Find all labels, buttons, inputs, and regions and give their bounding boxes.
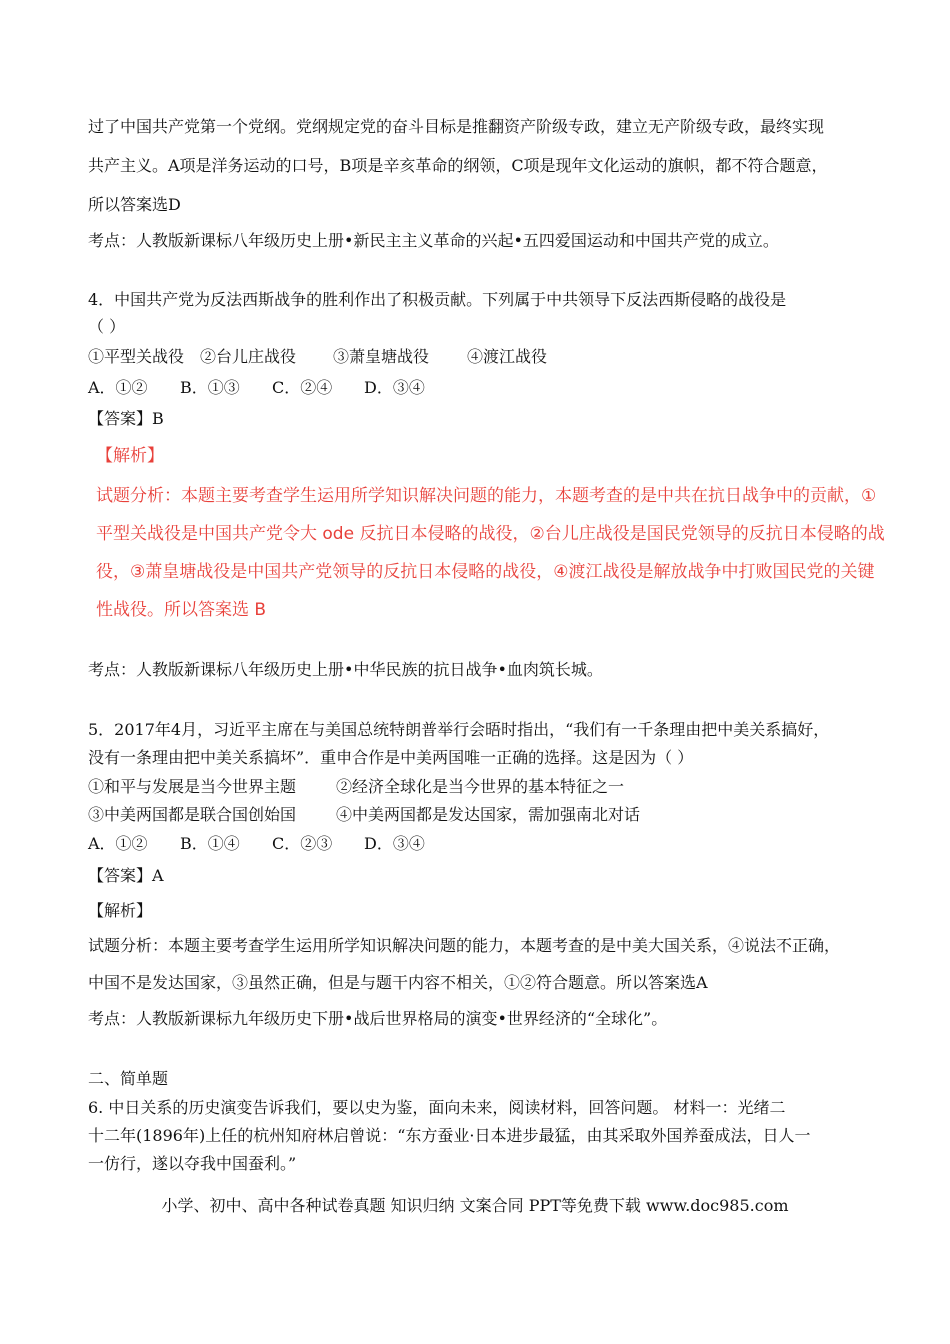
q5-analysis-line-2: 中国不是发达国家，③虽然正确，但是与题干内容不相关，①②符合题意。所以答案选A — [88, 973, 708, 992]
q4-paren: （ ） — [88, 317, 126, 336]
q6-line-3: 一仿行，遂以夺我中国蚕利。” — [88, 1154, 297, 1173]
q6-line-2: 十二年(1896年)上任的杭州知府林启曾说：“东方蚕业·日本进步最猛，由其采取外国养蚕成法，日人一 — [88, 1126, 811, 1145]
q4-item: ②台儿庄战役 — [200, 347, 297, 366]
q3-text-line-1: 过了中国共产党第一个党纲。党纲规定党的奋斗目标是推翻资产阶级专政，建立无产阶级专政，最终实现 — [88, 117, 825, 136]
q5-kaodian: 考点：人教版新课标九年级历史下册•战后世界格局的演变•世界经济的“全球化”。 — [88, 1009, 668, 1028]
q5-items-row-2 — [88, 805, 640, 825]
q4-item: ①平型关战役 — [88, 347, 185, 366]
q4-analysis-title: 【解析】 — [96, 446, 164, 466]
q3-text-line-3: 所以答案选D — [88, 195, 181, 214]
q6-line-1: 6. 中日关系的历史演变告诉我们，要以史为鉴，面向未来，阅读材料，回答问题。 材料一：光绪二 — [88, 1098, 786, 1117]
q4-items — [88, 347, 547, 367]
q5-item: ③中美两国都是联合国创始国 — [88, 805, 297, 824]
q4-options — [88, 378, 425, 398]
q4-kaodian: 考点：人教版新课标八年级历史上册•中华民族的抗日战争•血肉筑长城。 — [88, 660, 603, 679]
q5-item: ④中美两国都是发达国家，需加强南北对话 — [336, 805, 641, 824]
q5-item: ②经济全球化是当今世界的基本特征之一 — [336, 777, 625, 796]
q4-analysis-line-1: 试题分析：本题主要考查学生运用所学知识解决问题的能力，本题考查的是中共在抗日战争中的贡献，① — [96, 486, 877, 506]
q5-analysis-line-1: 试题分析：本题主要考查学生运用所学知识解决问题的能力，本题考查的是中美大国关系，④说法不正确， — [88, 936, 841, 955]
q4-stem: 4．中国共产党为反法西斯战争的胜利作出了积极贡献。下列属于中共领导下反法西斯侵略的战役是 — [88, 290, 787, 309]
q4-option: D．③④ — [364, 378, 425, 397]
q5-options — [88, 834, 425, 854]
q4-analysis-line-2: 平型关战役是中国共产党令大 ode 反抗日本侵略的战役，②台儿庄战役是国民党领导的反抗日本侵略的战 — [96, 524, 885, 544]
q5-answer: 【答案】A — [88, 866, 164, 885]
section-heading: 二、简单题 — [88, 1069, 169, 1088]
q4-option: C．②④ — [272, 378, 333, 397]
q5-option: D．③④ — [364, 834, 425, 853]
q4-answer: 【答案】B — [88, 409, 164, 428]
q5-option: C．②③ — [272, 834, 333, 853]
q5-analysis-title: 【解析】 — [88, 901, 153, 920]
q5-option: A．①② — [88, 834, 148, 853]
q4-analysis-line-4: 性战役。所以答案选 B — [96, 600, 267, 620]
q4-option: B．①③ — [180, 378, 240, 397]
q5-option: B．①④ — [180, 834, 240, 853]
q5-stem-line-2: 没有一条理由把中美关系搞坏”．重申合作是中美两国唯一正确的选择。这是因为（ ） — [88, 748, 694, 767]
page-footer: 小学、初中、高中各种试卷真题 知识归纳 文案合同 PPT等免费下载 www.doc985.com — [161, 1196, 789, 1215]
q5-stem-line-1: 5．2017年4月，习近平主席在与美国总统特朗普举行会晤时指出，“我们有一千条理由把中美关系搞好， — [88, 720, 830, 739]
q5-items-row-1 — [88, 777, 624, 797]
q4-option: A．①② — [88, 378, 148, 397]
q4-item: ④渡江战役 — [467, 347, 548, 366]
q3-kaodian: 考点：人教版新课标八年级历史上册•新民主主义革命的兴起•五四爱国运动和中国共产党的成立。 — [88, 231, 779, 250]
q3-text-line-2: 共产主义。A项是洋务运动的口号，B项是辛亥革命的纲领，C项是现年文化运动的旗帜，都不符合题意， — [88, 156, 828, 175]
q4-item: ③萧皇塘战役 — [333, 347, 430, 366]
q4-analysis-line-3: 役，③萧皇塘战役是中国共产党领导的反抗日本侵略的战役，④渡江战役是解放战争中打败国民党的关键 — [96, 562, 875, 582]
q5-item: ①和平与发展是当今世界主题 — [88, 777, 297, 796]
